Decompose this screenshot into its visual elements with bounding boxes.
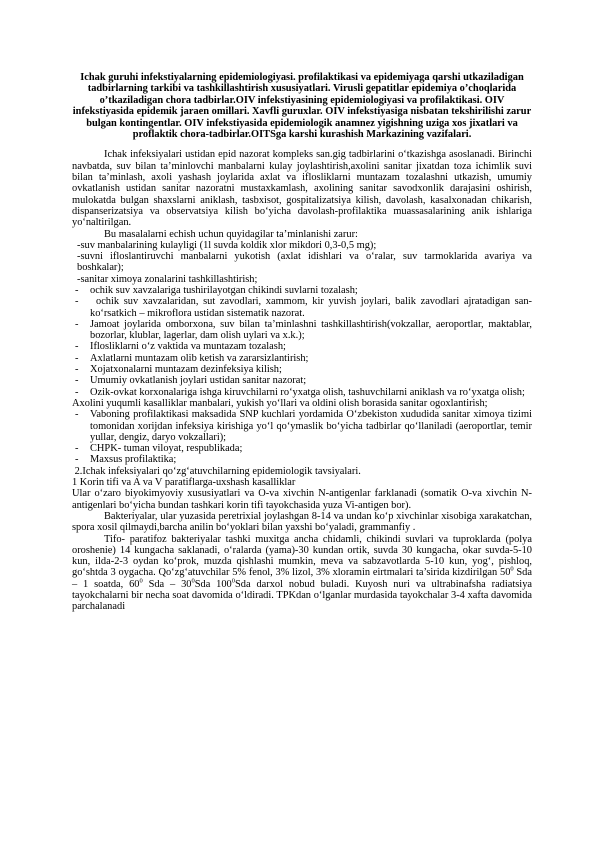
tifo-text: Sda 100 <box>194 578 232 590</box>
dash-item-text: Umumiy ovkatlanish joylari ustidan sanitar nazorat; <box>90 375 307 387</box>
tifo-paragraph <box>72 534 532 613</box>
tifo-text: Tifo- paratifoz bakteriyalar tashki muxitga ancha chidamli, chikindi suvlari va tuproklarda (polya oroshenie) 14 kungacha saklanadi, o‘ralarda (yama)-30 kundan ortik, suvda 30 kungacha, okar suvda-5-10 kun, ilda-2-3 oydan ko‘prok, muzda qishlashi mumkin, meva va sabzavotlarda 5-10 kun, yog‘, pishloq, go‘shtda 3 oygacha. Qo‘zg‘atuvchilar 5% fenol, 3% lizol, 3% xloramin eirtmalari ta’sirida kizdirilgan 50 <box>72 533 532 579</box>
dash-list-item <box>72 319 532 342</box>
dash-item-text: Iflosliklarni o‘z vaktida va muntazam tozalash; <box>90 341 286 353</box>
dash-marker: - <box>75 443 79 455</box>
dash-list-item <box>72 353 532 364</box>
dash-list-item <box>72 375 532 386</box>
dash-marker: - <box>75 318 79 330</box>
dash-marker: - <box>75 296 79 308</box>
dash-item-text: ochik suv xavzalaridan, sut zavodlari, xammom, kir yuvish joylari, balik zavodlari ajratadigan san-ko‘rsatkich – mikroflora ustidan sistematik nazorat. <box>90 296 532 319</box>
dash-list-item <box>72 387 532 398</box>
measure-item: -suvni ifloslantiruvchi manbalarni yukotish (axlat idishlari va o‘ralar, suv tarmoklarida avariya va boshkalar); <box>77 251 532 274</box>
tifo-text: Sda darxol nobud buladi. Kuyosh nuri va ultrabinafsha radiatsiya tayokchalarni bir necha soat davomida o‘ldiradi. TPKdan o‘lganlar murdasida tayokchalar 3-4 xafta davomida parchalanadi <box>72 578 532 613</box>
measures-intro: Bu masalalarni echish uchun quyidagilar ta’minlanishi zarur: <box>104 228 358 240</box>
dash-item-text: Jamoat joylarida omborxona, suv bilan ta’minlashni tashkillashtirish(vokzallar, aeroportlar, maktablar, bozorlar, klublar, lagerlar, dam olish uylari va x.k.); <box>90 318 532 342</box>
dash-item-text: Axlatlarni muntazam olib ketish va zararsizlantirish; <box>90 352 309 364</box>
bacteria-paragraph: Bakteriyalar, ular yuzasida peretrixial joylashgan 8-14 va undan ko‘p xivchinlar xisobiga xarakatchan, spora xosil qilmaydi,barcha anilin bo‘yoklari bilan yaxshi bo‘yaladi, grammanfiy . <box>72 510 532 534</box>
dash-marker: - <box>75 364 79 376</box>
dash-marker: - <box>75 409 79 421</box>
dash-item-text: Ozik-ovkat korxonalariga ishga kiruvchilarni ro‘yxatga olish, tashuvchilarni aniklash va ro‘yxatga olish; <box>90 386 525 398</box>
document-page <box>72 72 532 613</box>
degree-mark: 0 <box>139 577 143 585</box>
section-heading: Axolini yuqumli kasalliklar manbalari, yukish yo‘llari va oldini olish borasida sanitar ogoxlantirish; <box>72 397 488 409</box>
intro-paragraph: Ichak infeksiyalari ustidan epid nazorat kompleks san.gig tadbirlarini o‘tkazishga asoslanadi. Birinchi navbatda, suv bilan ta’minlovchi manbalarni kulay joylashtirish,axolini sanitar jixatdan toza ichimlik suvi bilan ta’minlash, axoli yashash joylarida axlat va iflosliklarni muntazam tozalashni utkazish, umumiy ovkatlanish ustidan sanitar nazoratni mustaxkamlash, axolining sanitar savodxonlik darajasini oshirish, mulokatda bulgan shaxslarni aniklash, tasbxisot, gospitalizatsiya kilish, davolash, kasalxonadan chikarish, dispanserizatsiya va observatsiya kilish bo‘yicha davolash-profilaktika muassasalarining anik ishlariga yo‘naltirilgan. <box>72 149 532 229</box>
point-2-subheading: 1 Korin tifi va A va V paratiflarga-uxshash kasalliklar <box>72 477 296 489</box>
degree-mark: 0 <box>231 577 235 585</box>
antigen-paragraph: Ular o‘zaro biyokimyoviy xususiyatlari va O-va xivchin N-antigenlar farklanadi (somatik O-va xivchin N-antigenlari bo‘yicha bundan tashkari korin tifi tayokchasida yuza Vi-antigen bor). <box>72 488 532 511</box>
dash-marker: - <box>75 386 79 398</box>
dash-list-item <box>72 454 532 465</box>
dash-list-item <box>72 341 532 352</box>
dash-list-item <box>72 296 532 319</box>
dash-list-item <box>72 364 532 375</box>
dash-item-text: ochik suv xavzalariga tushirilayotgan chikindi suvlarni tozalash; <box>90 285 358 296</box>
dash-list-item <box>72 409 532 443</box>
dash-marker: - <box>75 375 79 387</box>
degree-mark: 0 <box>510 565 514 573</box>
dash-marker: - <box>75 285 79 296</box>
dash-item-text: Maxsus profilaktika; <box>90 454 177 466</box>
dash-marker: - <box>75 341 79 353</box>
dash-marker: - <box>75 454 79 466</box>
dash-marker: - <box>75 352 79 364</box>
dash-item-text: Vaboning profilaktikasi maksadida SNP kuchlari yordamida O‘zbekiston xududida sanitar ximoya tizimi tomonidan xorijdan infeksiya kirishiga yo‘l qo‘ymaslik bo‘yicha tadbirlar qo‘llaniladi (aeroportlar, temir yullar, dengiz, daryo vokzallari); <box>90 409 532 443</box>
document-title: Ichak guruhi infekstiyalarning epidemiologiyasi. profilaktikasi va epidemiyaga qarshi utkaziladigan tadbirlarning tarkibi va tashkillashtirish xususiyatlari. Virusli gepatitlar epidemiya o’choqlarida o’tkaziladigan chora tadbirlar.OIV infekstiyasining epidemiologiyasi va profilaktikasi. OIV infekstiyasida epidemik jaraen omillari. Xavfli guruxlar. OIV infekstiyasiga nisbatan tekshirilishi zarur bulgan kontingentlar. OIV infekstiyasida epidemiologik anamnez yigishning uziga xos jixatlari va proflaktik chora-tadbirlar.OITSga karshi kurashish Markazining vazifalari. <box>72 72 532 141</box>
measure-item: -suv manbalarining kulayligi (1l suvda koldik xlor mikdori 0,3-0,5 mg); <box>77 239 377 251</box>
measure-item: -sanitar ximoya zonalarini tashkillashtirish; <box>77 273 258 285</box>
degree-mark: 0 <box>191 577 195 585</box>
dash-item-text: Xojatxonalarni muntazam dezinfeksiya kilish; <box>90 364 282 376</box>
point-2-heading: 2.Ichak infeksiyalari qo‘zg‘atuvchilarning epidemiologik tavsiyalari. <box>72 465 361 477</box>
dash-item-text: CHPK- tuman viloyat, respublikada; <box>90 443 243 455</box>
dash-list-item <box>72 285 532 296</box>
tifo-text: Sda – 30 <box>142 578 192 590</box>
tifo-text: Sda – 1 soatda, 60 <box>72 567 532 590</box>
dash-list-item <box>72 443 532 454</box>
